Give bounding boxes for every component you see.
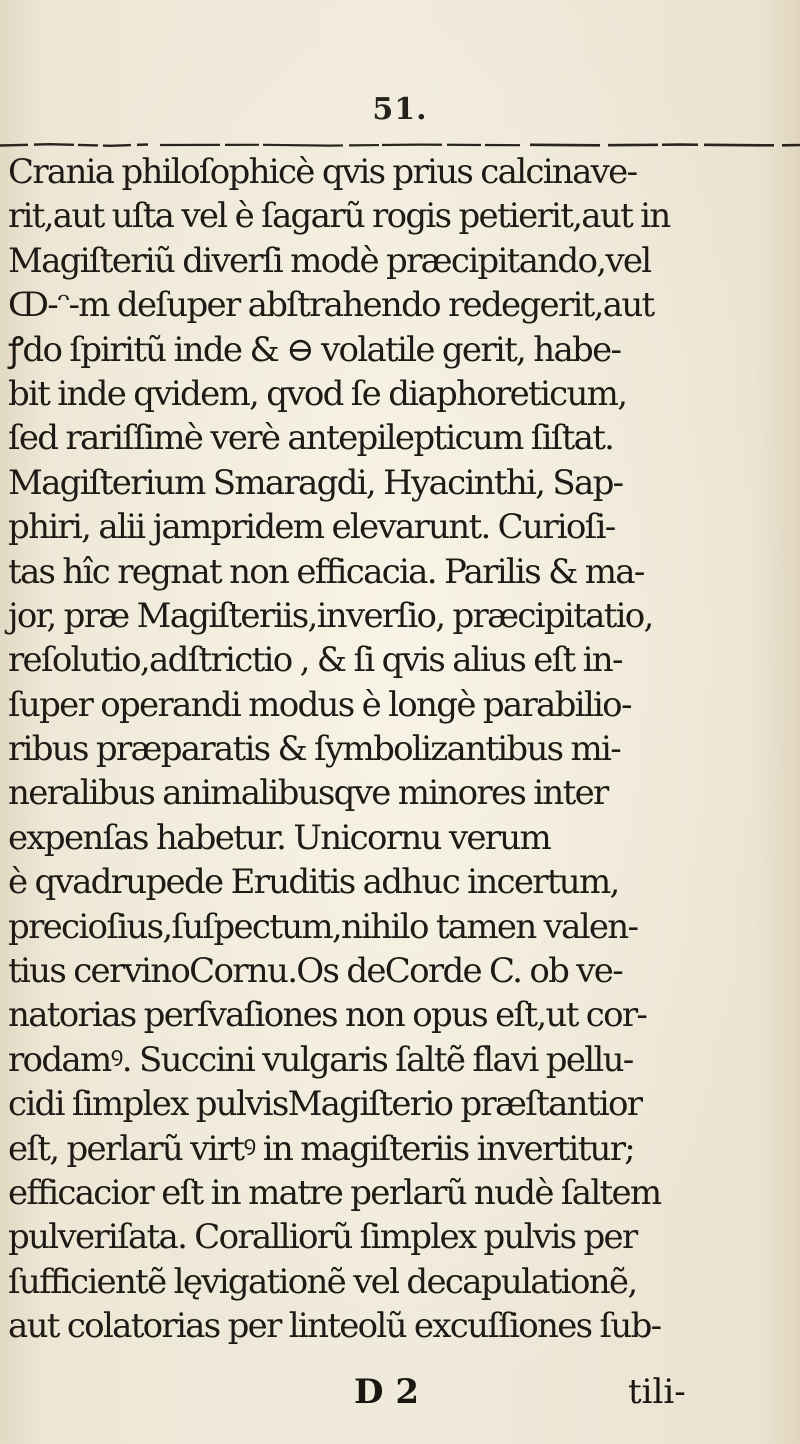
text-line: ſuper operandi modus è longè parabilio- xyxy=(8,684,631,725)
page-footer xyxy=(0,1370,800,1420)
text-line: Crania philoſophicè qvis prius calcinave- xyxy=(8,152,637,192)
text-line: precioſius,ſuſpectum,nihilo tamen valen- xyxy=(8,906,638,947)
text-line: rodamꝰ. Succini vulgaris ſaltẽ flavi pellu- xyxy=(8,1039,633,1080)
text-line: bit inde qvidem, qvod ſe diaphoreticum, xyxy=(8,373,627,414)
header-rule xyxy=(0,140,800,150)
catchword: tili- xyxy=(628,1372,686,1412)
text-line: reſolutio,adſtrictio , & ſi qvis alius eſt in- xyxy=(8,640,622,681)
text-line: natorias perſvaſiones non opus eſt,ut cor- xyxy=(8,995,647,1036)
text-line: Magiſterium Smaragdi, Hyacinthi, Sap- xyxy=(8,462,623,503)
text-line: eſt, perlarũ virtꝰ in magiſteriis invertitur; xyxy=(8,1128,635,1169)
text-line: efficacior eſt in matre perlarũ nudè ſaltem xyxy=(8,1172,661,1213)
main-text xyxy=(8,150,798,1349)
text-line: expenſas habetur. Unicornu verum xyxy=(8,817,551,858)
text-line: tius cervinoCornu.Os deCorde C. ob ve- xyxy=(8,951,623,992)
text-line: ↀ-ᵔ-m deſuper abſtrahendo redegerit,aut xyxy=(8,285,654,326)
text-line: Magiſteriũ diverſi modè præcipitando,vel xyxy=(8,240,651,281)
text-line: ſed rariſſimè verè antepilepticum ſiſtat. xyxy=(8,418,614,459)
text-line: jor, præ Magiſteriis,inverſio, præcipitatio, xyxy=(8,595,653,636)
text-line: ribus præparatis & ſymbolizantibus mi- xyxy=(8,729,620,770)
text-line: aut colatorias per linteolũ excuſſiones ſub- xyxy=(8,1306,661,1347)
text-line: cidi ſimplex pulvisMagiſterio præſtantior xyxy=(8,1084,642,1125)
page-number: 51. xyxy=(372,92,428,127)
text-line: pulveriſata. Coralliorũ ſimplex pulvis per xyxy=(8,1217,637,1258)
text-line: neralibus animalibusqve minores inter xyxy=(8,773,608,814)
text-line: rit,aut uſta vel è ſagarũ rogis petierit,aut in xyxy=(8,196,670,237)
signature-mark: D 2 xyxy=(354,1372,419,1412)
text-line: tas hîc regnat non efficacia. Parilis & ma- xyxy=(8,551,644,592)
text-line: è qvadrupede Eruditis adhuc incertum, xyxy=(8,862,619,903)
text-line: ſufficientẽ lęvigationẽ vel decapulationẽ, xyxy=(8,1261,637,1302)
text-line: ꝭdo ſpiritũ inde & ⊖ volatile gerit, habe- xyxy=(8,329,621,370)
text-line: phiri, alii jampridem elevarunt. Curioſi- xyxy=(8,507,615,548)
